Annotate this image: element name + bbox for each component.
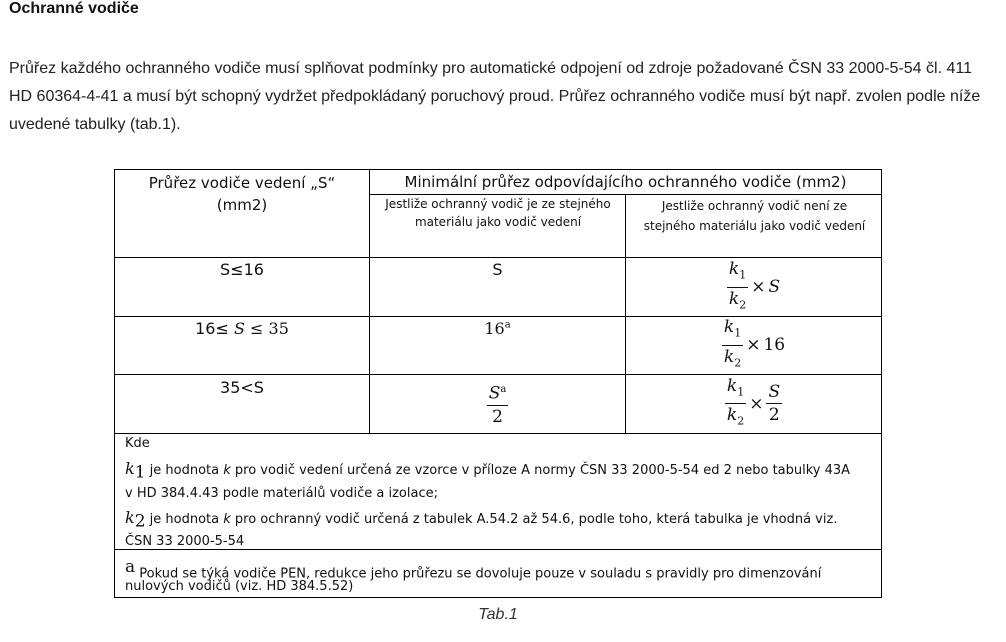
note-a-line2: nulových vodičů (viz. HD 384.5.52): [125, 579, 354, 594]
ratio-fraction: $\frac{k_1}{k_2}$: [728, 259, 747, 311]
factor-fraction: $\frac{S}{2}$: [768, 382, 781, 425]
note-k1-line2: v HD 384.4.43 podle materiálů vodiče a izolace;: [125, 486, 438, 501]
row3-s: 35<S: [220, 378, 264, 397]
note-kde: Kde: [125, 436, 150, 451]
note-a-line1: $^a$ Pokud se týká vodiče PEN, redukce jeho průřezu se dovoluje pouze v souladu s pravidly pro dimenzování: [125, 557, 822, 582]
col1-header-line2: (mm2): [216, 196, 268, 214]
grid-line: [115, 433, 881, 434]
row1-ratio: [626, 259, 881, 315]
grid-line: [115, 549, 881, 550]
same-fraction: $\frac{S^a}{2}$: [487, 381, 509, 426]
grid-line: [115, 257, 881, 258]
section-title: Ochranné vodiče: [9, 0, 139, 17]
row3-same: [370, 375, 625, 432]
note-k2-line2: ČSN 33 2000-5-54: [125, 534, 245, 549]
factor: S: [768, 277, 781, 297]
row2-s: 16≤ S ≤ 35: [195, 319, 289, 338]
row1-same: S: [492, 260, 503, 279]
note-k2-line1: $k_2$ je hodnota k pro ochranný vodič určená z tabulek A.54.2 až 54.6, podle toho, která tabulka je vhodná viz.: [125, 508, 838, 532]
ratio-fraction: $\frac{k_1}{k_2}$: [726, 375, 745, 428]
col3-header: Jestliže ochranný vodič není ze stejného materiálu jako vodič vedení: [643, 199, 866, 233]
table-caption: Tab.1: [478, 606, 518, 623]
row2-ratio: [626, 317, 881, 373]
conductor-table: [114, 169, 882, 598]
times-sign: ×: [746, 335, 761, 355]
col1-header-line1: Průřez vodiče vedení „S“: [148, 174, 336, 192]
row1-s: S≤16: [220, 260, 264, 279]
row3-ratio: [626, 375, 881, 432]
row2-same: 16$^a$: [484, 319, 511, 338]
intro-paragraph: Průřez každého ochranného vodiče musí splňovat podmínky pro automatické odpojení od zdroje požadované ČSN 33 2000-5-54 čl. 411 HD 60364-4-41 a musí být schopný vydržet předpokládaný poruchový proud. Průřez ochranného vodiče musí být např. zvolen podle níže uvedené tabulky (tab.1).: [9, 60, 981, 133]
times-sign: ×: [751, 277, 766, 297]
group-header: Minimální průřez odpovídajícího ochranného vodiče (mm2): [404, 173, 847, 191]
ratio-fraction: $\frac{k_1}{k_2}$: [723, 317, 742, 369]
times-sign: ×: [749, 393, 764, 414]
col1-header: [115, 172, 369, 216]
note-k1-line1: $k_1$ je hodnota k pro vodič vedení určená ze vzorce v příloze A normy ČSN 33 2000-5-54 ed 2 nebo tabulky 43A: [125, 459, 851, 483]
col2-header: Jestliže ochranný vodič je ze stejného materiálu jako vodič vedení: [385, 197, 611, 229]
factor: 16: [763, 335, 786, 355]
